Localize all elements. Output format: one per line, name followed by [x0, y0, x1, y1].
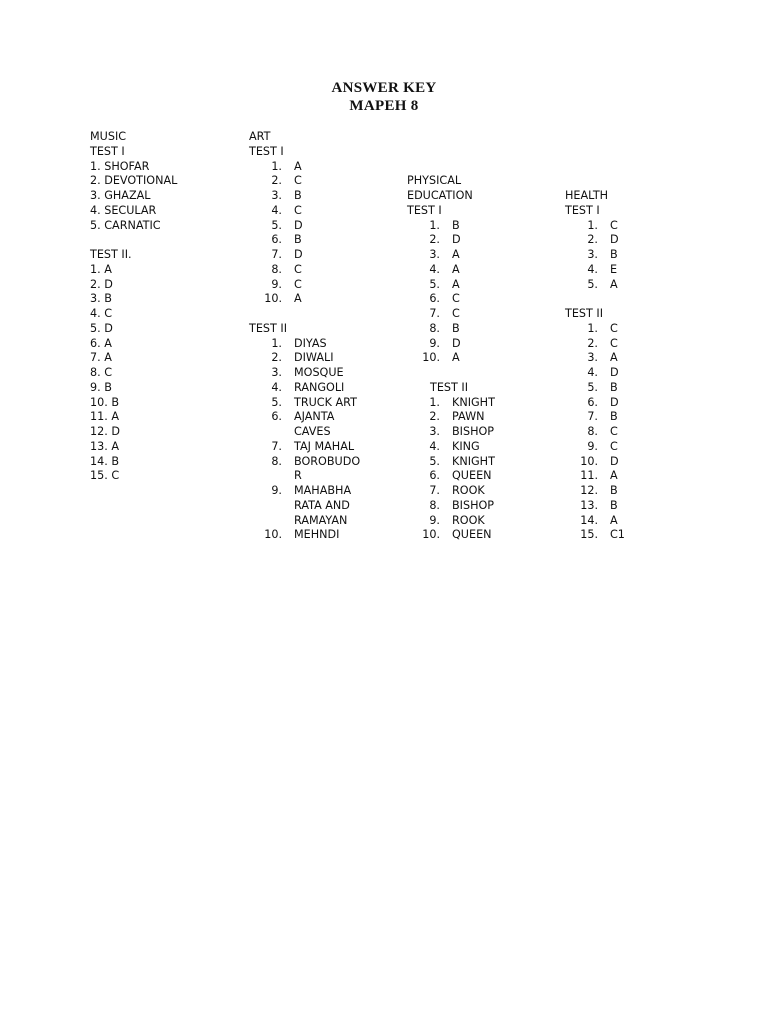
- music-test2-item: 15. C: [90, 469, 120, 483]
- art-test2-answer: CAVES: [294, 425, 331, 438]
- item-answer: B: [610, 248, 618, 261]
- art-test2-number: 3.: [271, 366, 282, 379]
- item-answer: KING: [452, 439, 480, 453]
- art-test2-answer: RAMAYAN: [294, 513, 348, 527]
- music-test2-item: 6. A: [90, 336, 112, 350]
- item-number: 1.: [429, 395, 440, 409]
- item-answer: C: [294, 174, 302, 188]
- item-number: 10.: [422, 351, 440, 365]
- item-number: 12.: [580, 484, 598, 497]
- item-number: 4.: [271, 203, 282, 217]
- item-answer: E: [610, 262, 618, 276]
- item-answer: BISHOP: [452, 498, 495, 512]
- music-test1-item: 4. SECULAR: [90, 203, 157, 217]
- music-test2-item: 7. A: [90, 351, 112, 365]
- item-answer: A: [610, 351, 618, 365]
- item-number: 3.: [429, 425, 440, 438]
- item-answer: C: [294, 262, 302, 276]
- music-heading: MUSIC: [90, 130, 127, 143]
- item-answer: PAWN: [452, 410, 485, 424]
- item-answer: A: [452, 351, 460, 365]
- item-number: 15.: [580, 528, 598, 542]
- music-test2-item: 8. C: [90, 366, 113, 379]
- item-answer: C: [610, 439, 618, 453]
- item-answer: B: [294, 189, 302, 202]
- item-number: 9.: [429, 513, 440, 527]
- art-test2-answer: TRUCK ART: [294, 395, 357, 409]
- item-number: 1.: [429, 218, 440, 232]
- music-test1-item: 2. DEVOTIONAL: [90, 174, 178, 188]
- item-number: 8.: [429, 498, 440, 512]
- item-answer: A: [452, 277, 460, 291]
- item-number: 10.: [580, 454, 598, 468]
- music-test1-item: 5. CARNATIC: [90, 218, 161, 232]
- item-answer: C: [610, 218, 618, 232]
- item-number: 3.: [587, 248, 598, 261]
- item-number: 5.: [587, 380, 598, 394]
- item-answer: A: [610, 513, 618, 527]
- item-answer: A: [452, 248, 460, 261]
- art-test2-number: 8.: [271, 454, 282, 468]
- item-answer: QUEEN: [452, 469, 492, 483]
- item-number: 11.: [580, 469, 598, 483]
- art-test2-number: 9.: [271, 484, 282, 497]
- music-test2-item: 9. B: [90, 380, 112, 394]
- art-test2-answer: AJANTA: [294, 410, 335, 424]
- item-answer: C: [294, 277, 302, 291]
- item-number: 4.: [587, 366, 598, 379]
- item-number: 6.: [429, 469, 440, 483]
- item-answer: B: [610, 498, 618, 512]
- item-answer: C: [294, 203, 302, 217]
- item-answer: C: [610, 425, 618, 438]
- item-number: 5.: [429, 277, 440, 291]
- music-test1-item: 1. SHOFAR: [90, 159, 150, 173]
- art-test2-answer: RATA AND: [294, 498, 350, 512]
- item-number: 3.: [587, 351, 598, 365]
- item-number: 2.: [429, 410, 440, 424]
- art-test2-answer: DIWALI: [294, 351, 334, 365]
- item-number: 4.: [587, 262, 598, 276]
- item-answer: C: [610, 336, 618, 350]
- item-number: 7.: [271, 248, 282, 261]
- item-number: 4.: [429, 262, 440, 276]
- art-test2-answer: R: [294, 469, 302, 483]
- item-number: 4.: [429, 439, 440, 453]
- music-test2-item: 14. B: [90, 454, 120, 468]
- art-test2-number: 2.: [271, 351, 282, 365]
- art-test2-answer: TAJ MAHAL: [294, 439, 355, 453]
- item-answer: C: [452, 307, 460, 320]
- item-number: 10.: [422, 528, 440, 542]
- item-answer: A: [452, 262, 460, 276]
- item-number: 5.: [429, 454, 440, 468]
- art-test2-answer: RANGOLI: [294, 380, 345, 394]
- art-test2-number: 5.: [271, 395, 282, 409]
- item-answer: KNIGHT: [452, 395, 495, 409]
- item-number: 14.: [580, 513, 598, 527]
- health-heading: HEALTH: [565, 189, 609, 202]
- item-answer: B: [452, 218, 460, 232]
- item-answer: B: [610, 410, 618, 424]
- title-subject: MAPEH 8: [349, 98, 419, 114]
- item-answer: C: [610, 321, 618, 335]
- item-answer: C: [452, 292, 460, 306]
- item-answer: D: [452, 233, 461, 247]
- item-number: 6.: [429, 292, 440, 306]
- music-test2-item: 2. D: [90, 277, 113, 291]
- pe-test1-label: TEST I: [407, 203, 442, 217]
- item-answer: A: [610, 277, 618, 291]
- music-test2-item: 1. A: [90, 262, 112, 276]
- item-number: 2.: [587, 336, 598, 350]
- item-number: 6.: [271, 233, 282, 247]
- item-number: 1.: [271, 159, 282, 173]
- music-test2-item: 10. B: [90, 395, 120, 409]
- item-answer: D: [610, 454, 619, 468]
- music-test2-item: 4. C: [90, 307, 113, 320]
- item-number: 3.: [271, 189, 282, 202]
- item-number: 8.: [429, 321, 440, 335]
- item-answer: B: [294, 233, 302, 247]
- item-answer: BISHOP: [452, 425, 495, 438]
- item-answer: D: [294, 248, 303, 261]
- music-test2-item: 11. A: [90, 410, 120, 424]
- art-test2-number: 7.: [271, 439, 282, 453]
- item-number: 13.: [580, 498, 598, 512]
- item-number: 1.: [587, 218, 598, 232]
- item-answer: D: [610, 366, 619, 379]
- art-test2-answer: MOSQUE: [294, 366, 344, 379]
- item-number: 7.: [429, 484, 440, 497]
- health-test2-label: TEST II: [565, 307, 603, 320]
- item-answer: D: [452, 336, 461, 350]
- pe-test2-label: TEST II: [430, 380, 468, 394]
- item-answer: B: [610, 380, 618, 394]
- art-test2-label: TEST II: [249, 321, 287, 335]
- music-test2-item: 5. D: [90, 321, 113, 335]
- item-answer: D: [610, 233, 619, 247]
- art-test2-answer: MAHABHA: [294, 484, 352, 497]
- item-number: 8.: [271, 262, 282, 276]
- art-heading: ART: [249, 130, 271, 143]
- item-answer: ROOK: [452, 484, 485, 497]
- title-answer-key: ANSWER KEY: [331, 80, 437, 96]
- item-number: 5.: [587, 277, 598, 291]
- item-number: 10.: [264, 292, 282, 306]
- item-answer: A: [294, 159, 302, 173]
- item-answer: KNIGHT: [452, 454, 495, 468]
- pe-heading-line1: PHYSICAL: [407, 174, 462, 188]
- item-number: 2.: [271, 174, 282, 188]
- item-number: 3.: [429, 248, 440, 261]
- item-answer: D: [294, 218, 303, 232]
- item-answer: B: [452, 321, 460, 335]
- item-number: 9.: [429, 336, 440, 350]
- music-test2-item: 12. D: [90, 425, 120, 438]
- item-number: 7.: [429, 307, 440, 320]
- item-number: 9.: [271, 277, 282, 291]
- item-answer: C1: [610, 528, 625, 542]
- art-test2-number: 10.: [264, 528, 282, 542]
- music-test2-item: 3. B: [90, 292, 112, 306]
- item-number: 9.: [587, 439, 598, 453]
- item-answer: D: [610, 395, 619, 409]
- art-test1-label: TEST I: [249, 144, 284, 158]
- music-test1-item: 3. GHAZAL: [90, 189, 151, 202]
- item-number: 6.: [587, 395, 598, 409]
- item-answer: QUEEN: [452, 528, 492, 542]
- health-test1-label: TEST I: [565, 203, 600, 217]
- art-test2-answer: DIYAS: [294, 336, 327, 350]
- art-test2-answer: BOROBUDO: [294, 454, 361, 468]
- music-test2-label: TEST II.: [90, 248, 132, 261]
- item-number: 8.: [587, 425, 598, 438]
- item-number: 7.: [587, 410, 598, 424]
- art-test2-number: 6.: [271, 410, 282, 424]
- music-test1-label: TEST I: [90, 144, 125, 158]
- item-answer: ROOK: [452, 513, 485, 527]
- item-answer: A: [610, 469, 618, 483]
- item-answer: B: [610, 484, 618, 497]
- art-test2-answer: MEHNDI: [294, 528, 340, 542]
- art-test2-number: 4.: [271, 380, 282, 394]
- item-number: 5.: [271, 218, 282, 232]
- music-test2-item: 13. A: [90, 439, 120, 453]
- item-number: 2.: [587, 233, 598, 247]
- item-number: 2.: [429, 233, 440, 247]
- item-number: 1.: [587, 321, 598, 335]
- art-test2-number: 1.: [271, 336, 282, 350]
- pe-heading-line2: EDUCATION: [407, 189, 473, 202]
- item-answer: A: [294, 292, 302, 306]
